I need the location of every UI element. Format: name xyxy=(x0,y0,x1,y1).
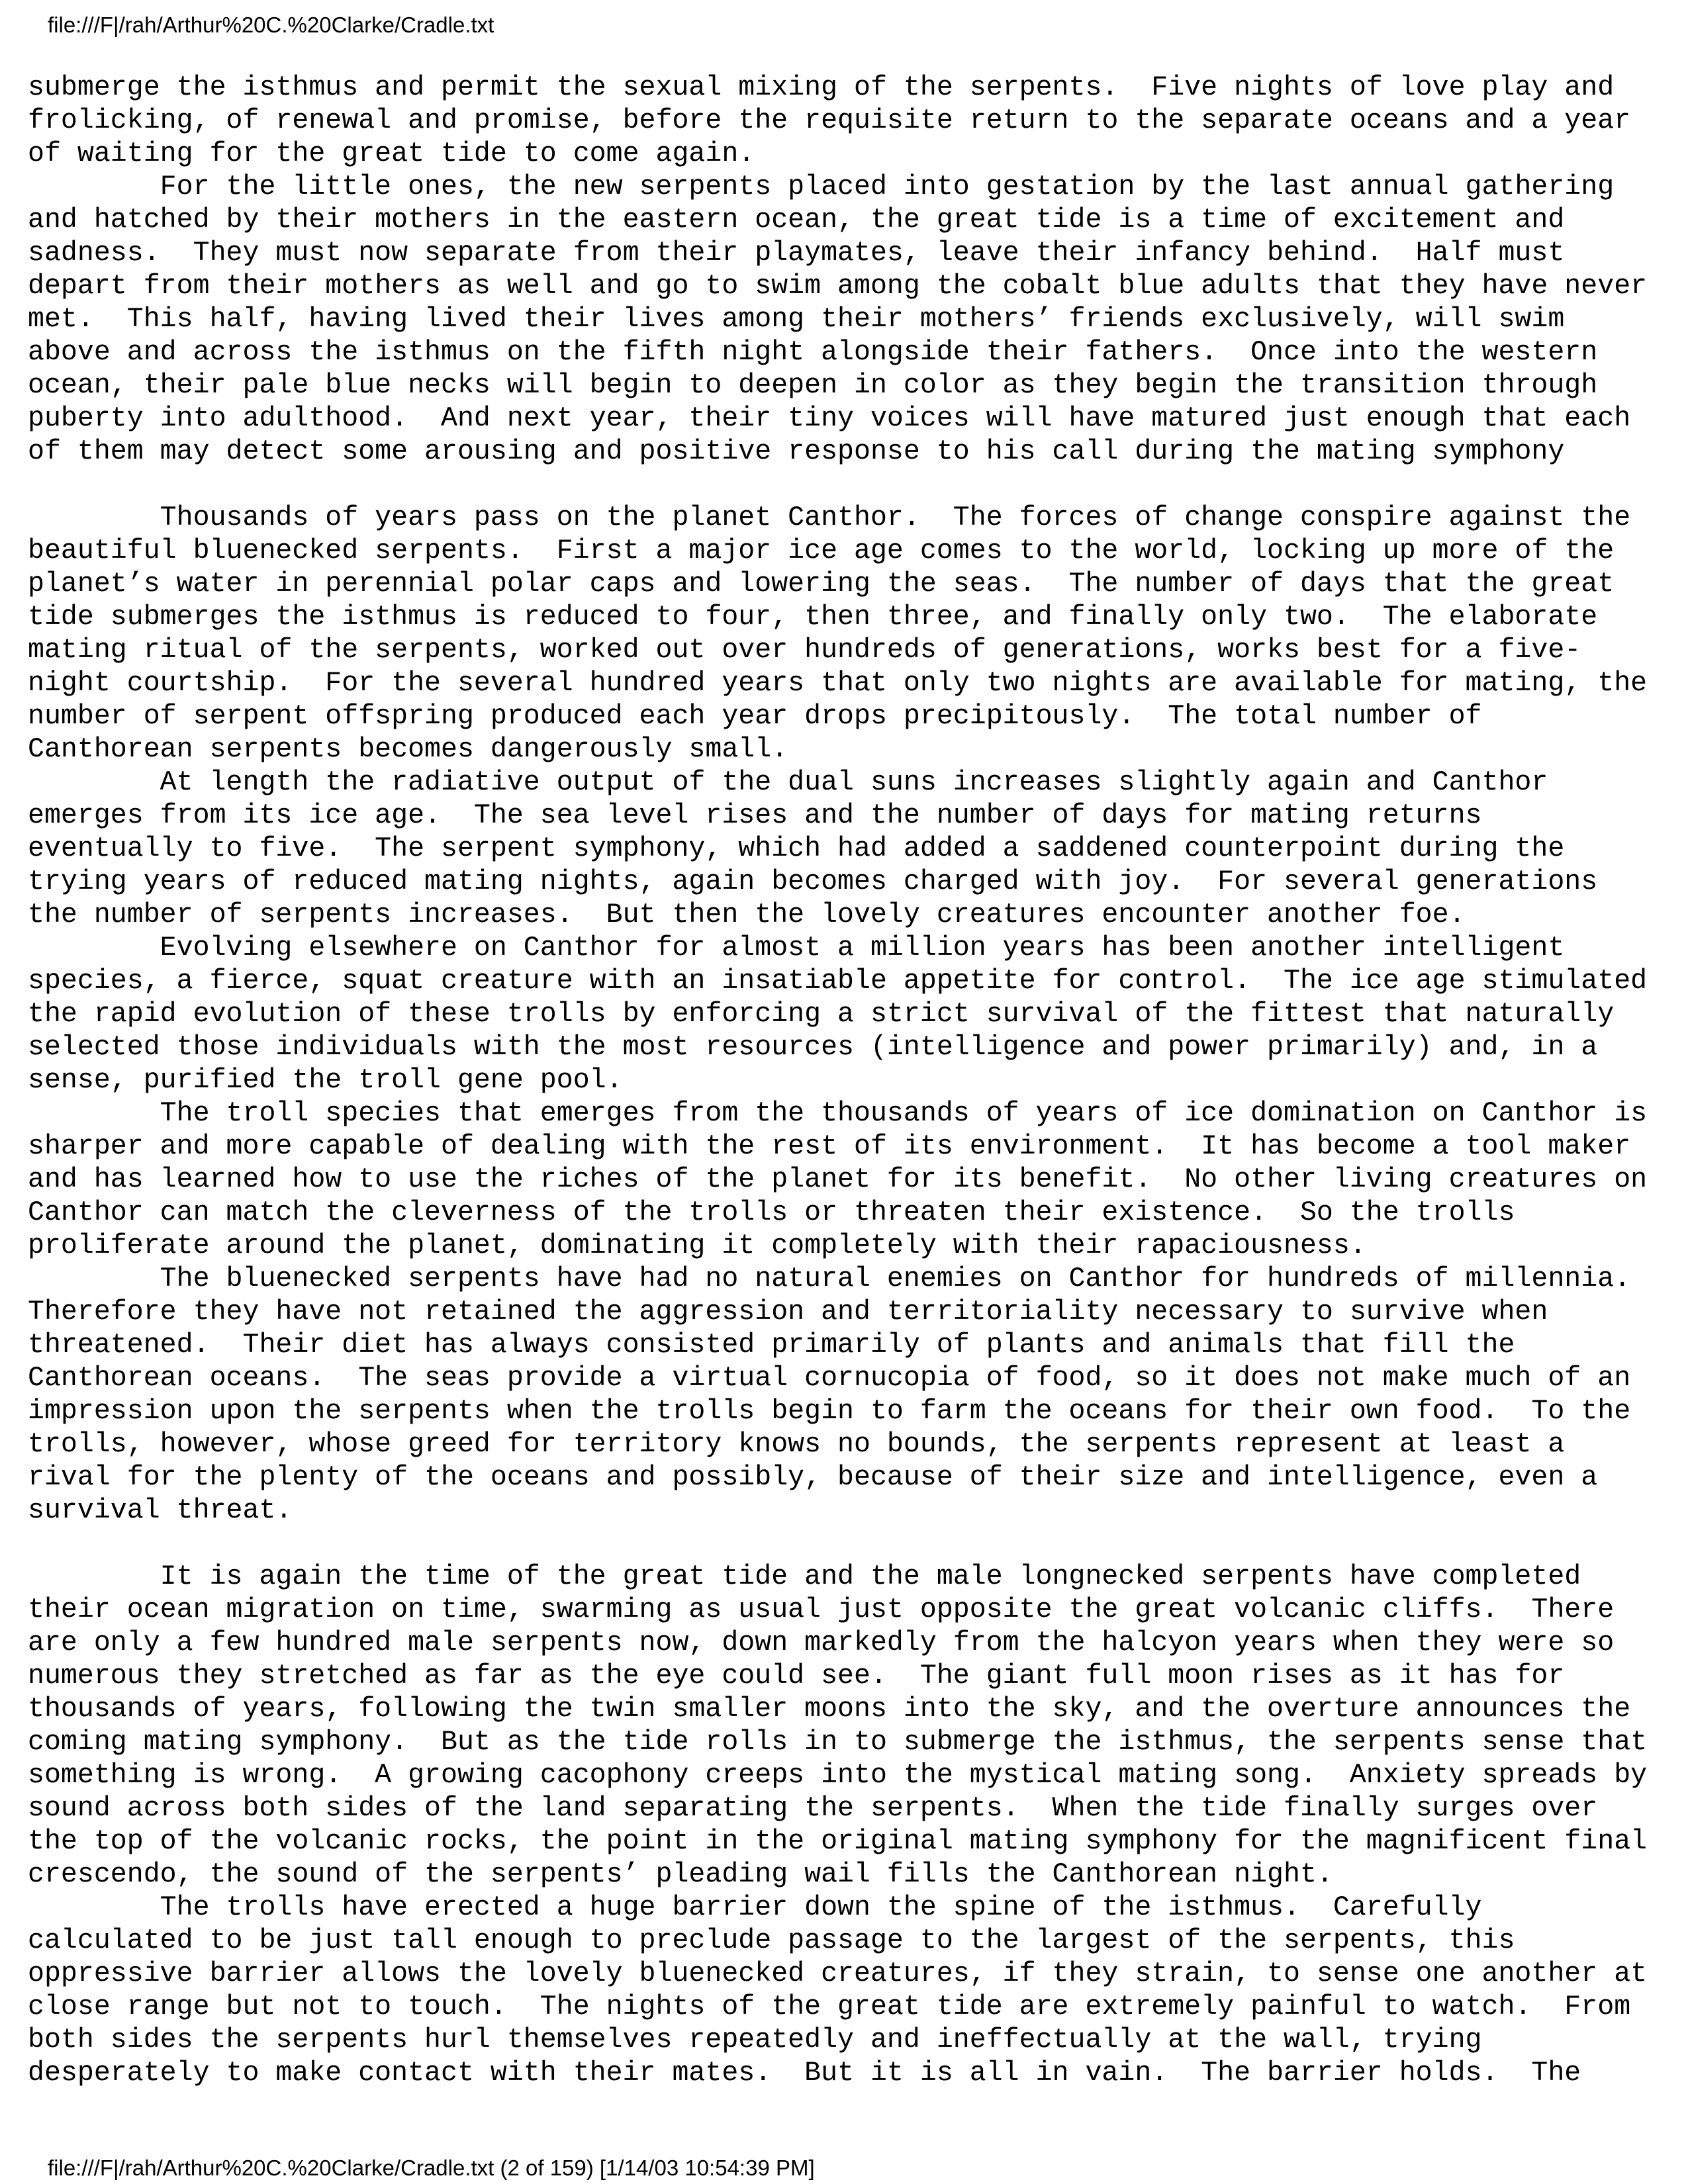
text-line: the rapid evolution of these trolls by enforcing a strict survival of the fittest that naturally xyxy=(28,999,1615,1030)
text-line xyxy=(28,1527,1669,1561)
text-line: trolls, however, whose greed for territory knows no bounds, the serpents represent at least a xyxy=(28,1429,1565,1460)
text-line: eventually to five. The serpent symphony, which had added a saddened counterpoint during the xyxy=(28,833,1565,864)
text-line: and has learned how to use the riches of the planet for its benefit. No other living creatures on xyxy=(28,1164,1648,1195)
text-line: their ocean migration on time, swarming as usual just opposite the great volcanic cliffs. There xyxy=(28,1594,1615,1625)
footer-file-info: file:///F|/rah/Arthur%20C.%20Clarke/Cradle.txt (2 of 159) [1/14/03 10:54:39 PM] xyxy=(48,2156,815,2180)
document-text xyxy=(28,71,1669,2090)
text-line: planet’s water in perennial polar caps and lowering the seas. The number of days that the great xyxy=(28,569,1615,600)
text-line: and hatched by their mothers in the eastern ocean, the great tide is a time of excitement and xyxy=(28,205,1565,236)
text-line: Thousands of years pass on the planet Canthor. The forces of change conspire against the xyxy=(28,502,1631,533)
text-line: depart from their mothers as well and go to swim among the cobalt blue adults that they have never xyxy=(28,271,1648,302)
text-line: something is wrong. A growing cacophony creeps into the mystical mating song. Anxiety spreads by xyxy=(28,1760,1648,1791)
text-line: thousands of years, following the twin smaller moons into the sky, and the overture announces the xyxy=(28,1694,1631,1725)
text-line: sadness. They must now separate from their playmates, leave their infancy behind. Half must xyxy=(28,238,1565,269)
text-line: trying years of reduced mating nights, again becomes charged with joy. For several generations xyxy=(28,866,1598,897)
text-line: desperately to make contact with their mates. But it is all in vain. The barrier holds. The xyxy=(28,2058,1581,2089)
text-line: For the little ones, the new serpents placed into gestation by the last annual gathering xyxy=(28,171,1615,203)
text-line: tide submerges the isthmus is reduced to four, then three, and finally only two. The elaborate xyxy=(28,602,1598,633)
text-line: oppressive barrier allows the lovely bluenecked creatures, if they strain, to sense one another at xyxy=(28,1958,1648,1989)
text-line: mating ritual of the serpents, worked out over hundreds of generations, works best for a five- xyxy=(28,635,1581,666)
text-line: the number of serpents increases. But then the lovely creatures encounter another foe. xyxy=(28,899,1466,931)
text-line: crescendo, the sound of the serpents’ pleading wail fills the Canthorean night. xyxy=(28,1859,1333,1890)
text-line: number of serpent offspring produced each year drops precipitously. The total number of xyxy=(28,701,1482,732)
text-line: beautiful bluenecked serpents. First a major ice age comes to the world, locking up more of the xyxy=(28,535,1615,567)
text-line: of waiting for the great tide to come again. xyxy=(28,138,755,169)
text-line: ocean, their pale blue necks will begin to deepen in color as they begin the transition through xyxy=(28,370,1598,401)
text-line: submerge the isthmus and permit the sexual mixing of the serpents. Five nights of love play and xyxy=(28,72,1615,103)
text-line: close range but not to touch. The nights of the great tide are extremely painful to watch. From xyxy=(28,1991,1631,2023)
text-line: coming mating symphony. But as the tide rolls in to submerge the isthmus, the serpents sense that xyxy=(28,1727,1648,1758)
text-line: sense, purified the troll gene pool. xyxy=(28,1065,623,1096)
text-line: species, a fierce, squat creature with an insatiable appetite for control. The ice age stimulated xyxy=(28,966,1648,997)
text-line: frolicking, of renewal and promise, before the requisite return to the separate oceans and a year xyxy=(28,105,1631,136)
text-line: Therefore they have not retained the aggression and territoriality necessary to survive when xyxy=(28,1297,1548,1328)
text-line: Canthorean oceans. The seas provide a virtual cornucopia of food, so it does not make much of an xyxy=(28,1363,1631,1394)
text-line: Canthor can match the cleverness of the trolls or threaten their existence. So the trolls xyxy=(28,1197,1515,1228)
text-line: numerous they stretched as far as the eye could see. The giant full moon rises as it has for xyxy=(28,1661,1565,1692)
text-line: rival for the plenty of the oceans and possibly, because of their size and intelligence, even a xyxy=(28,1462,1598,1493)
text-line: The bluenecked serpents have had no natural enemies on Canthor for hundreds of millennia. xyxy=(28,1263,1631,1295)
text-line: calculated to be just tall enough to preclude passage to the largest of the serpents, this xyxy=(28,1925,1515,1956)
text-line: above and across the isthmus on the fifth night alongside their fathers. Once into the western xyxy=(28,337,1598,368)
text-line: selected those individuals with the most resources (intelligence and power primarily) and, in a xyxy=(28,1032,1598,1063)
text-line: The troll species that emerges from the thousands of years of ice domination on Canthor is xyxy=(28,1098,1648,1129)
text-line: sound across both sides of the land separating the serpents. When the tide finally surges over xyxy=(28,1793,1598,1824)
text-line: The trolls have erected a huge barrier down the spine of the isthmus. Carefully xyxy=(28,1892,1482,1923)
text-line: of them may detect some arousing and positive response to his call during the mating symphony xyxy=(28,436,1565,467)
text-line: both sides the serpents hurl themselves repeatedly and ineffectually at the wall, trying xyxy=(28,2025,1482,2056)
header-file-path: file:///F|/rah/Arthur%20C.%20Clarke/Cradle.txt xyxy=(48,13,494,37)
text-line: Canthorean serpents becomes dangerously small. xyxy=(28,734,788,765)
text-line: met. This half, having lived their lives among their mothers’ friends exclusively, will swim xyxy=(28,304,1565,335)
text-line: sharper and more capable of dealing with the rest of its environment. It has become a tool maker xyxy=(28,1131,1631,1162)
text-line: emerges from its ice age. The sea level rises and the number of days for mating returns xyxy=(28,800,1482,831)
text-line: At length the radiative output of the dual suns increases slightly again and Canthor xyxy=(28,767,1548,798)
text-line: survival threat. xyxy=(28,1495,293,1526)
text-line xyxy=(28,469,1669,502)
text-line: puberty into adulthood. And next year, their tiny voices will have matured just enough that each xyxy=(28,403,1631,434)
text-line: Evolving elsewhere on Canthor for almost a million years has been another intelligent xyxy=(28,933,1565,964)
text-line: night courtship. For the several hundred years that only two nights are available for mating, the xyxy=(28,668,1648,699)
text-line: proliferate around the planet, dominating it completely with their rapaciousness. xyxy=(28,1230,1366,1261)
text-line: It is again the time of the great tide and the male longnecked serpents have completed xyxy=(28,1561,1581,1592)
text-line: the top of the volcanic rocks, the point in the original mating symphony for the magnificent final xyxy=(28,1826,1648,1857)
text-line: are only a few hundred male serpents now, down markedly from the halcyon years when they were so xyxy=(28,1627,1615,1659)
text-line: impression upon the serpents when the trolls begin to farm the oceans for their own food. To the xyxy=(28,1396,1631,1427)
text-line: threatened. Their diet has always consisted primarily of plants and animals that fill the xyxy=(28,1330,1515,1361)
